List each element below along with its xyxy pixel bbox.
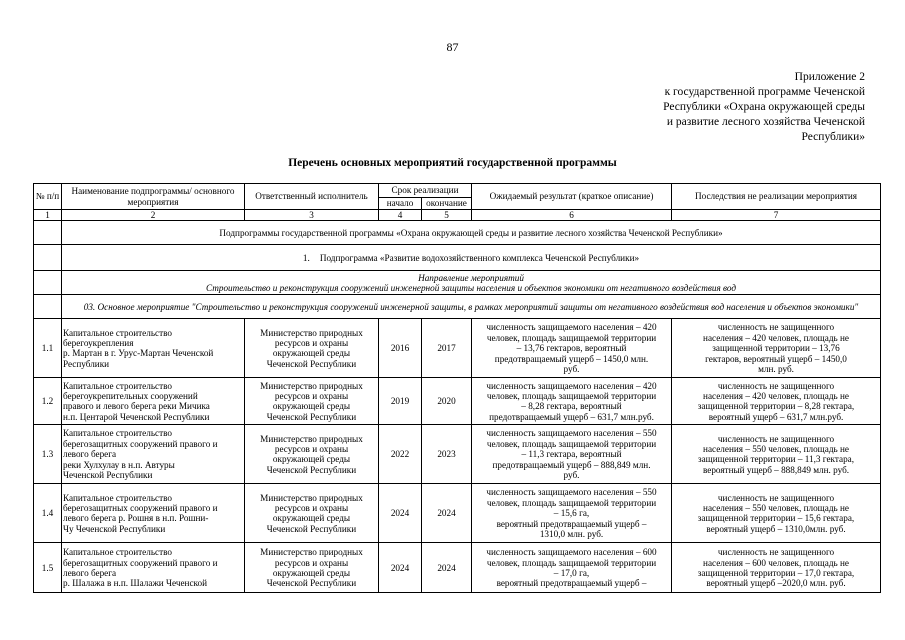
expected-result-line: человек, площадь защищаемой территории — [486, 557, 657, 568]
consequences-line: численность не защищенного — [717, 547, 835, 558]
activities-table — [33, 183, 881, 593]
empty-cell — [34, 245, 62, 271]
end-year: 2024 — [422, 484, 472, 543]
expected-result-line: руб. — [563, 364, 580, 375]
executor — [245, 319, 379, 378]
column-number: 1 — [34, 210, 62, 221]
consequences-line: населения – 420 человек, площадь не — [703, 332, 849, 343]
empty-cell — [34, 295, 62, 319]
expected-result-line: – 8,28 гектара, вероятный — [521, 401, 622, 412]
executor — [245, 378, 379, 425]
activity-name — [62, 319, 245, 378]
activity-name-line: Республики — [63, 358, 110, 369]
appendix-line: и развитие лесного хозяйства Чеченской — [666, 116, 865, 128]
expected-result — [472, 484, 672, 543]
consequences — [672, 319, 881, 378]
activity-name-line: Капитальное строительство — [63, 492, 172, 503]
table-row — [34, 543, 881, 593]
expected-result — [472, 425, 672, 484]
activity-name-line: р. Шалажа в н.п. Шалажи Чеченской — [63, 578, 208, 589]
executor-line: Министерство природных — [260, 547, 363, 558]
executor-line: Чеченской Республики — [266, 358, 357, 369]
start-year: 2019 — [379, 378, 422, 425]
expected-result-line: человек, площадь защищаемой территории — [486, 438, 657, 449]
activity-name-line: берегозащитных сооружений правого и — [63, 557, 218, 568]
activity-name-line: левого берега — [63, 449, 117, 460]
expected-result-line: численность защищаемого населения – 550 — [486, 428, 657, 439]
column-number: 2 — [62, 210, 245, 221]
end-year: 2023 — [422, 425, 472, 484]
activity-name-line: Капитальное строительство — [63, 547, 172, 558]
activity-name-line: Капитальное строительство — [63, 428, 172, 439]
end-year: 2024 — [422, 543, 472, 593]
page-number: 87 — [446, 40, 459, 54]
consequences-line: численность не защищенного — [717, 322, 835, 333]
activity-name-line: р. Мартан в г. Урус-Мартан Чеченской — [63, 348, 214, 359]
activity-name-line: берегозащитных сооружений правого и — [63, 503, 218, 513]
row-number: 1.4 — [34, 484, 62, 543]
expected-result-line: человек, площадь защищаемой территории — [486, 391, 657, 401]
direction-row — [62, 271, 881, 295]
executor — [245, 484, 379, 543]
expected-result-line: численность защищаемого населения – 600 — [486, 547, 657, 558]
column-number: 5 — [422, 210, 472, 221]
program-row: Подпрограммы государственной программы «Охрана окружающей среды и развитие лесного хозяйства Чеченской Республики» — [62, 221, 881, 245]
consequences-line: гектаров, вероятный ущерб – 1450,0 — [705, 353, 847, 364]
end-year: 2020 — [422, 378, 472, 425]
consequences-line: защищенной территории – 11,3 гектара, — [697, 454, 855, 465]
column-number: 4 — [379, 210, 422, 221]
row-number: 1.2 — [34, 378, 62, 425]
expected-result-line: предотвращаемый ущерб – 631,7 млн.руб. — [489, 411, 654, 422]
executor-line: Министерство природных — [260, 327, 363, 338]
appendix-line: Республики «Охрана окружающей среды — [663, 101, 865, 113]
subprogram-number: 1. — [302, 252, 310, 263]
expected-result-line: – 11,3 гектара, вероятный — [521, 449, 622, 460]
consequences-line: защищенной территории – 17,0 гектара, — [697, 567, 855, 578]
header-name: Наименование подпрограммы/ основного мероприятия — [62, 184, 245, 210]
executor-line: Министерство природных — [260, 492, 363, 503]
appendix-line: Приложение 2 — [794, 71, 865, 83]
column-number: 7 — [672, 210, 881, 221]
consequences-line: населения – 600 человек, площадь не — [703, 557, 849, 568]
row-number: 1.5 — [34, 543, 62, 593]
table-row — [34, 378, 881, 425]
executor-line: окружающей среды — [272, 454, 351, 465]
expected-result-line: человек, площадь защищаемой территории — [486, 332, 657, 343]
executor-line: Чеченской Республики — [266, 523, 357, 534]
executor-line: ресурсов и охраны — [274, 503, 349, 513]
start-year: 2024 — [379, 543, 422, 593]
expected-result-line: численность защищаемого населения – 420 — [486, 380, 657, 391]
column-number: 3 — [245, 210, 379, 221]
executor-line: окружающей среды — [272, 401, 351, 412]
start-year: 2016 — [379, 319, 422, 378]
executor — [245, 543, 379, 593]
activity-name-line: левого берега р. Рошня в н.п. Рошни- — [63, 513, 209, 524]
expected-result-line: предотвращаемый ущерб – 888,849 млн. — [492, 459, 651, 470]
main-activity-row: 03. Основное мероприятие "Строительство и реконструкция сооружений инженерной защиты, в рамках мероприятий защиты от негативного воздействия вод населения и объектов экономики" — [62, 295, 881, 319]
consequences-line: вероятный ущерб – 1310,0млн. руб. — [706, 523, 846, 534]
executor-line: ресурсов и охраны — [274, 391, 349, 401]
activity-name — [62, 378, 245, 425]
activity-name-line: Чу Чеченской Республики — [63, 523, 166, 534]
executor-line: окружающей среды — [272, 567, 351, 578]
activity-name — [62, 543, 245, 593]
executor-line: Чеченской Республики — [266, 464, 357, 475]
expected-result-line: человек, площадь защищаемой территории — [486, 497, 657, 508]
start-year: 2024 — [379, 484, 422, 543]
executor-line: Чеченской Республики — [266, 411, 357, 422]
start-year: 2022 — [379, 425, 422, 484]
row-number: 1.3 — [34, 425, 62, 484]
consequences-line: вероятный ущерб – 888,849 млн. руб. — [702, 464, 850, 475]
row-number: 1.1 — [34, 319, 62, 378]
expected-result-line: – 13,76 гектаров, вероятный — [516, 343, 627, 354]
executor-line: Министерство природных — [260, 380, 363, 391]
activity-name-line: н.п. Центарой Чеченской Республики — [63, 411, 210, 422]
consequences-line: численность не защищенного — [717, 380, 835, 391]
consequences-line: защищенной территории – 15,6 гектара, — [697, 513, 855, 524]
executor-line: Министерство природных — [260, 433, 363, 444]
activity-name — [62, 425, 245, 484]
header-start: начало — [379, 198, 422, 210]
expected-result-line: предотвращаемый ущерб – 1450,0 млн. — [494, 353, 649, 364]
expected-result-line: численность защищаемого населения – 420 — [486, 322, 657, 333]
header-result: Ожидаемый результат (краткое описание) — [472, 184, 672, 210]
header-consequences: Последствия не реализации мероприятия — [672, 184, 881, 210]
executor-line: ресурсов и охраны — [274, 444, 349, 454]
activity-name-line: берегозащитных сооружений правого и — [63, 438, 218, 449]
consequences-line: млн. руб. — [758, 364, 794, 375]
document-title: Перечень основных мероприятий государственной программы — [288, 157, 617, 169]
activity-name-line: левого берега — [63, 567, 117, 578]
activity-name-line: правого и левого берега реки Мичика — [63, 401, 210, 412]
header-num: № п/п — [34, 184, 62, 210]
consequences — [672, 484, 881, 543]
table-row — [34, 319, 881, 378]
appendix-line: Республики» — [801, 131, 865, 143]
consequences-line: защищенной территории – 13,76 — [712, 343, 840, 354]
consequences — [672, 378, 881, 425]
consequences-line: населения – 550 человек, площадь не — [703, 503, 849, 513]
direction-label: Направление мероприятий — [418, 272, 524, 283]
executor-line: ресурсов и охраны — [274, 557, 349, 568]
empty-cell — [34, 221, 62, 245]
executor-line: Чеченской Республики — [266, 578, 357, 589]
appendix-line: к государственной программе Чеченской — [664, 86, 865, 98]
expected-result-line: – 15,6 га, — [553, 508, 590, 519]
header-end: окончание — [422, 198, 472, 210]
header-period: Срок реализации — [379, 184, 472, 198]
activity-name-line: берегоукрепительных сооружений — [63, 391, 198, 401]
table-row — [34, 484, 881, 543]
expected-result-line: – 17,0 га, — [553, 567, 590, 578]
consequences — [672, 543, 881, 593]
activity-name — [62, 484, 245, 543]
subprogram-row — [62, 245, 881, 271]
consequences-line: численность не защищенного — [717, 492, 835, 503]
consequences-line: вероятный ущерб – 631,7 млн.руб. — [708, 411, 844, 422]
consequences-line: населения – 420 человек, площадь не — [703, 391, 849, 401]
executor — [245, 425, 379, 484]
consequences-line: населения – 550 человек, площадь не — [703, 444, 849, 454]
consequences-line: численность не защищенного — [717, 433, 835, 444]
executor-line: окружающей среды — [272, 348, 351, 359]
executor-line: окружающей среды — [272, 513, 351, 524]
header-executor: Ответственный исполнитель — [245, 184, 379, 210]
end-year: 2017 — [422, 319, 472, 378]
subprogram-title: Подпрограмма «Развитие водохозяйственного комплекса Чеченской Республики» — [319, 252, 640, 263]
appendix-caption — [663, 70, 865, 145]
executor-line: ресурсов и охраны — [274, 338, 349, 348]
expected-result-line: 1310,0 млн. руб. — [539, 529, 604, 540]
activity-name-line: берегоукрепления — [63, 338, 134, 348]
activity-name-line: Капитальное строительство — [63, 380, 172, 391]
consequences-line: защищенной территории – 8,28 гектара, — [697, 401, 855, 412]
table-row — [34, 425, 881, 484]
activity-name-line: Капитальное строительство — [63, 327, 172, 338]
expected-result-line: вероятный предотвращаемый ущерб – — [496, 578, 647, 589]
expected-result-line: руб. — [563, 470, 580, 481]
activity-name-line: реки Хулхулау в н.п. Автуры — [63, 459, 175, 470]
expected-result-line: численность защищаемого населения – 550 — [486, 487, 657, 498]
column-number: 6 — [472, 210, 672, 221]
expected-result — [472, 543, 672, 593]
expected-result — [472, 319, 672, 378]
consequences — [672, 425, 881, 484]
activity-name-line: Чеченской Республики — [63, 470, 153, 481]
empty-cell — [34, 271, 62, 295]
direction-text: Строительство и реконструкция сооружений инженерной защиты населения и объектов экономики от негативного воздействия вод — [205, 282, 737, 293]
consequences-line: вероятный ущерб –2020,0 млн. руб. — [706, 578, 846, 589]
expected-result-line: вероятный предотвращаемый ущерб – — [496, 518, 647, 529]
expected-result — [472, 378, 672, 425]
